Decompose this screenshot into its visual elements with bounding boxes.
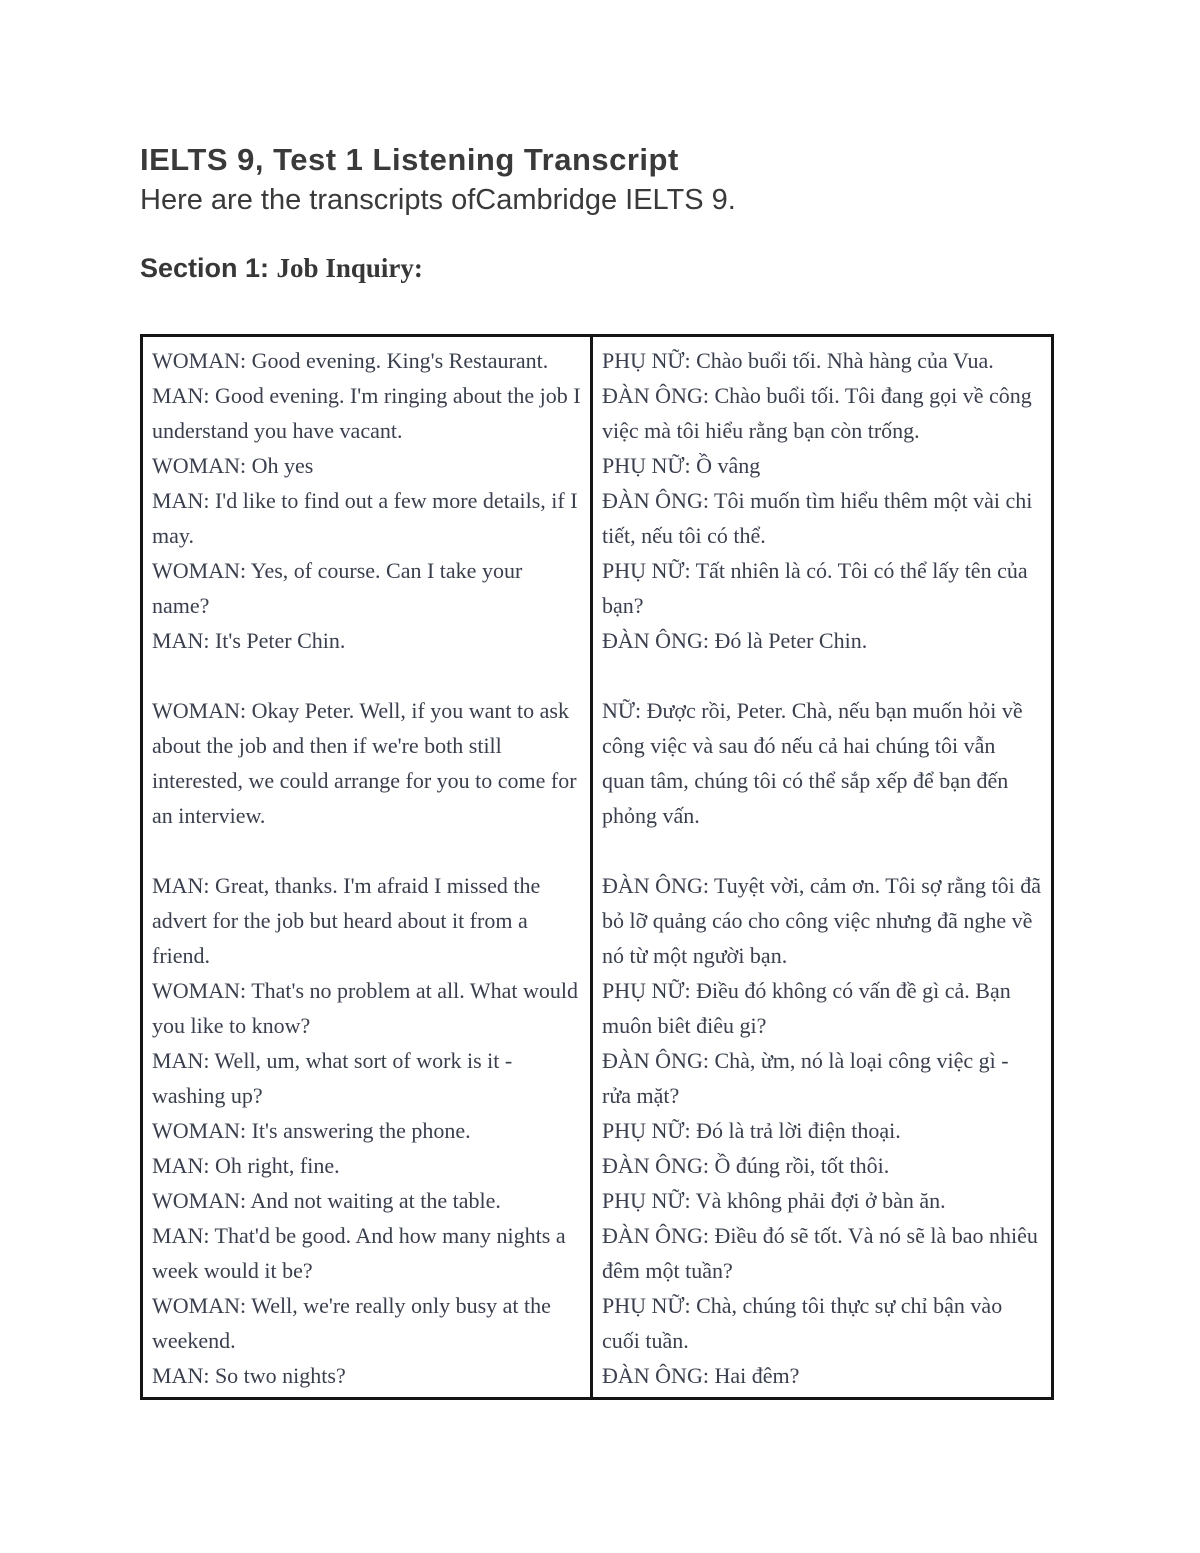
dialogue-turn: ĐÀN ÔNG: Chào buổi tối. Tôi đang gọi về công việc mà tôi hiểu rằng bạn còn trống. xyxy=(602,383,1032,443)
dialogue-turn: PHỤ NỮ: Đó là trả lời điện thoại. xyxy=(602,1118,901,1143)
dialogue-turn: WOMAN: Good evening. King's Restaurant. xyxy=(152,348,549,373)
dialogue-turn: WOMAN: Well, we're really only busy at the weekend. xyxy=(152,1293,551,1353)
dialogue-group-vietnamese-3 xyxy=(602,868,1042,1393)
dialogue-turn: MAN: I'd like to find out a few more details, if I may. xyxy=(152,488,578,548)
section-label: Section 1: xyxy=(140,253,270,283)
transcript-table xyxy=(140,334,1054,1400)
dialogue-turn: ĐÀN ÔNG: Tôi muốn tìm hiểu thêm một vài chi tiết, nếu tôi có thể. xyxy=(602,488,1033,548)
dialogue-group-vietnamese-1 xyxy=(602,343,1042,658)
section-heading xyxy=(140,253,1140,284)
dialogue-turn: ĐÀN ÔNG: Chà, ừm, nó là loại công việc gì - rửa mặt? xyxy=(602,1048,1009,1108)
dialogue-turn: WOMAN: Okay Peter. Well, if you want to ask about the job and then if we're both still interested, we could arrange for you to come for an interview. xyxy=(152,698,577,828)
dialogue-group-vietnamese-2 xyxy=(602,693,1042,833)
dialogue-turn: MAN: Well, um, what sort of work is it - washing up? xyxy=(152,1048,513,1108)
dialogue-turn: WOMAN: Oh yes xyxy=(152,453,314,478)
dialogue-turn: MAN: Great, thanks. I'm afraid I missed the advert for the job but heard about it from a friend. xyxy=(152,873,541,968)
dialogue-turn: PHỤ NỮ: Tất nhiên là có. Tôi có thể lấy tên của bạn? xyxy=(602,558,1028,618)
transcript-vietnamese-cell xyxy=(592,336,1053,1399)
dialogue-turn: MAN: Oh right, fine. xyxy=(152,1153,340,1178)
dialogue-turn: MAN: It's Peter Chin. xyxy=(152,628,346,653)
dialogue-turn: MAN: That'd be good. And how many nights a week would it be? xyxy=(152,1223,566,1283)
dialogue-turn: WOMAN: Yes, of course. Can I take your name? xyxy=(152,558,523,618)
dialogue-turn: PHỤ NỮ: Điều đó không có vấn đề gì cả. Bạn muôn biêt điêu gi? xyxy=(602,978,1011,1038)
section-name: Job Inquiry: xyxy=(276,253,423,283)
dialogue-turn: PHỤ NỮ: Ồ vâng xyxy=(602,453,761,478)
dialogue-turn: ĐÀN ÔNG: Điều đó sẽ tốt. Và nó sẽ là bao nhiêu đêm một tuần? xyxy=(602,1223,1038,1283)
transcript-english-cell xyxy=(142,336,592,1399)
section-heading-space xyxy=(269,253,277,283)
page-subtitle: Here are the transcripts ofCambridge IELTS 9. xyxy=(140,184,736,216)
dialogue-turn: WOMAN: It's answering the phone. xyxy=(152,1118,471,1143)
dialogue-turn: WOMAN: That's no problem at all. What would you like to know? xyxy=(152,978,578,1038)
dialogue-turn: ĐÀN ÔNG: Tuyệt vời, cảm ơn. Tôi sợ rằng tôi đã bỏ lỡ quảng cáo cho công việc nhưng đã nghe về nó từ một người bạn. xyxy=(602,873,1042,968)
dialogue-turn: PHỤ NỮ: Chào buổi tối. Nhà hàng của Vua. xyxy=(602,348,994,373)
dialogue-group-english-3 xyxy=(152,868,581,1393)
dialogue-turn: NỮ: Được rồi, Peter. Chà, nếu bạn muốn hỏi về công việc và sau đó nếu cả hai chúng tôi vẫn quan tâm, chúng tôi có thể sắp xếp để bạn đến phỏng vấn. xyxy=(602,698,1023,828)
dialogue-group-english-1 xyxy=(152,343,581,658)
dialogue-turn: ĐÀN ÔNG: Đó là Peter Chin. xyxy=(602,628,868,653)
dialogue-turn: ĐÀN ÔNG: Ồ đúng rồi, tốt thôi. xyxy=(602,1153,890,1178)
dialogue-turn: MAN: So two nights? xyxy=(152,1363,346,1388)
dialogue-group-english-2 xyxy=(152,693,581,833)
transcript-row xyxy=(142,336,1053,1399)
page-title: IELTS 9, Test 1 Listening Transcript xyxy=(140,142,679,177)
dialogue-turn: MAN: Good evening. I'm ringing about the job I understand you have vacant. xyxy=(152,383,581,443)
dialogue-turn: WOMAN: And not waiting at the table. xyxy=(152,1188,501,1213)
dialogue-turn: PHỤ NỮ: Chà, chúng tôi thực sự chỉ bận vào cuối tuần. xyxy=(602,1293,1003,1353)
dialogue-turn: ĐÀN ÔNG: Hai đêm? xyxy=(602,1363,800,1388)
dialogue-turn: PHỤ NỮ: Và không phải đợi ở bàn ăn. xyxy=(602,1188,946,1213)
